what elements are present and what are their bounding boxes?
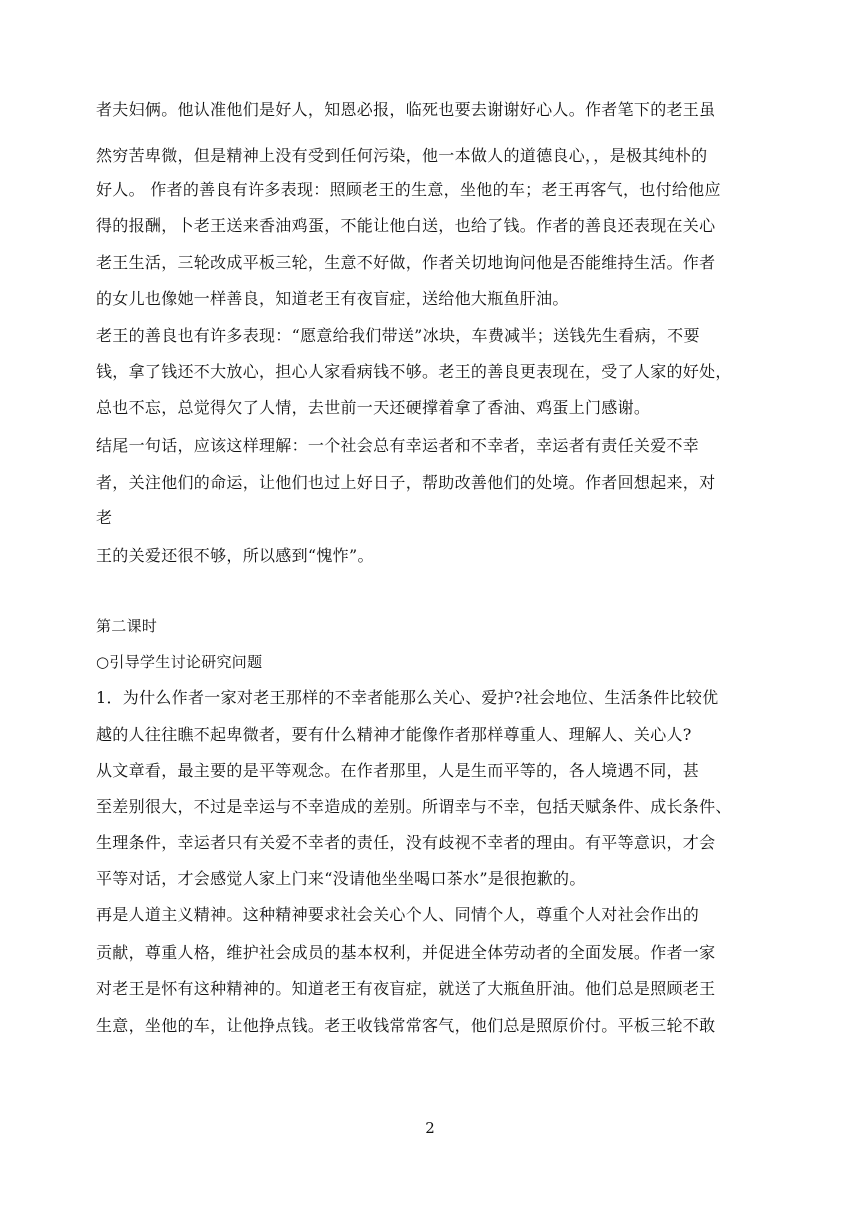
text-line: 王的关爱还很不够，所以感到“愧怍”。 — [96, 546, 374, 565]
text-line: 结尾一句话，应该这样理解：一个社会总有幸运者和不幸者，幸运者有责任关爱不幸 — [96, 436, 700, 455]
text-line: 平等对话，才会感觉人家上门来“没请他坐坐喝口茶水”是很抱歉的。 — [96, 869, 586, 888]
text-line: 钱，拿了钱还不大放心，担心人家看病钱不够。老王的善良更表现在，受了人家的好处， — [96, 362, 732, 381]
text-line: 从文章看，最主要的是平等观念。在作者那里，人是生而平等的，各人境遇不同，甚 — [96, 761, 700, 780]
text-line: 得的报酬，卜老王送来香油鸡蛋，不能让他白送，也给了钱。作者的善良还表现在关心 — [96, 216, 716, 235]
text-line: 对老王是怀有这种精神的。知道老王有夜盲症，就送了大瓶鱼肝油。他们总是照顾老王 — [96, 979, 716, 998]
text-line: 生意，坐他的车，让他挣点钱。老王收钱常常客气，他们总是照原价付。平板三轮不敢 — [96, 1016, 716, 1035]
question-line: 1．为什么作者一家对老王那样的不幸者能那么关心、爱护?社会地位、生活条件比较优 — [96, 688, 719, 707]
text-line: 老王的善良也有许多表现：“愿意给我们带送”冰块，车费减半；送钱先生看病，不要 — [96, 326, 700, 345]
text-line: 好人。 作者的善良有许多表现：照顾老王的生意，坐他的车；老王再客气，也付给他应 — [96, 180, 721, 199]
text-line: 总也不忘，总觉得欠了人情，去世前一天还硬撑着拿了香油、鸡蛋上门感谢。 — [96, 398, 651, 417]
text-line: 老 — [96, 508, 113, 527]
page-number: 2 — [425, 1119, 435, 1137]
text-line: 越的人往往瞧不起卑微者，要有什么精神才能像作者那样尊重人、理解人、关心人? — [96, 725, 692, 744]
text-line: 然穷苦卑微，但是精神上没有受到任何污染，他一本做人的道德良心，，是极其纯朴的 — [96, 146, 708, 165]
text-line: 至差别很大，不过是幸运与不幸造成的差别。所谓幸与不幸，包括天赋条件、成长条件、 — [96, 797, 732, 816]
text-line: 生理条件，幸运者只有关爱不幸者的责任，没有歧视不幸者的理由。有平等意识，才会 — [96, 833, 716, 852]
text-line: 者夫妇俩。他认准他们是好人，知恩必报，临死也要去谢谢好心人。作者笔下的老王虽 — [96, 100, 716, 119]
text-line: 再是人道主义精神。这种精神要求社会关心个人、同情个人，尊重个人对社会作出的 — [96, 905, 700, 924]
text-line: 者，关注他们的命运，让他们也过上好日子，帮助改善他们的处境。作者回想起来，对 — [96, 473, 716, 492]
text-line: 的女儿也像她一样善良，知道老王有夜盲症，送给他大瓶鱼肝油。 — [96, 289, 569, 308]
section-subheading: ○引导学生讨论研究问题 — [96, 653, 263, 671]
text-line: 老王生活，三轮改成平板三轮，生意不好做，作者关切地询问他是否能维持生活。作者 — [96, 253, 716, 272]
section-heading: 第二课时 — [96, 617, 158, 635]
text-line: 贡献，尊重人格，维护社会成员的基本权利，并促进全体劳动者的全面发展。作者一家 — [96, 943, 716, 962]
